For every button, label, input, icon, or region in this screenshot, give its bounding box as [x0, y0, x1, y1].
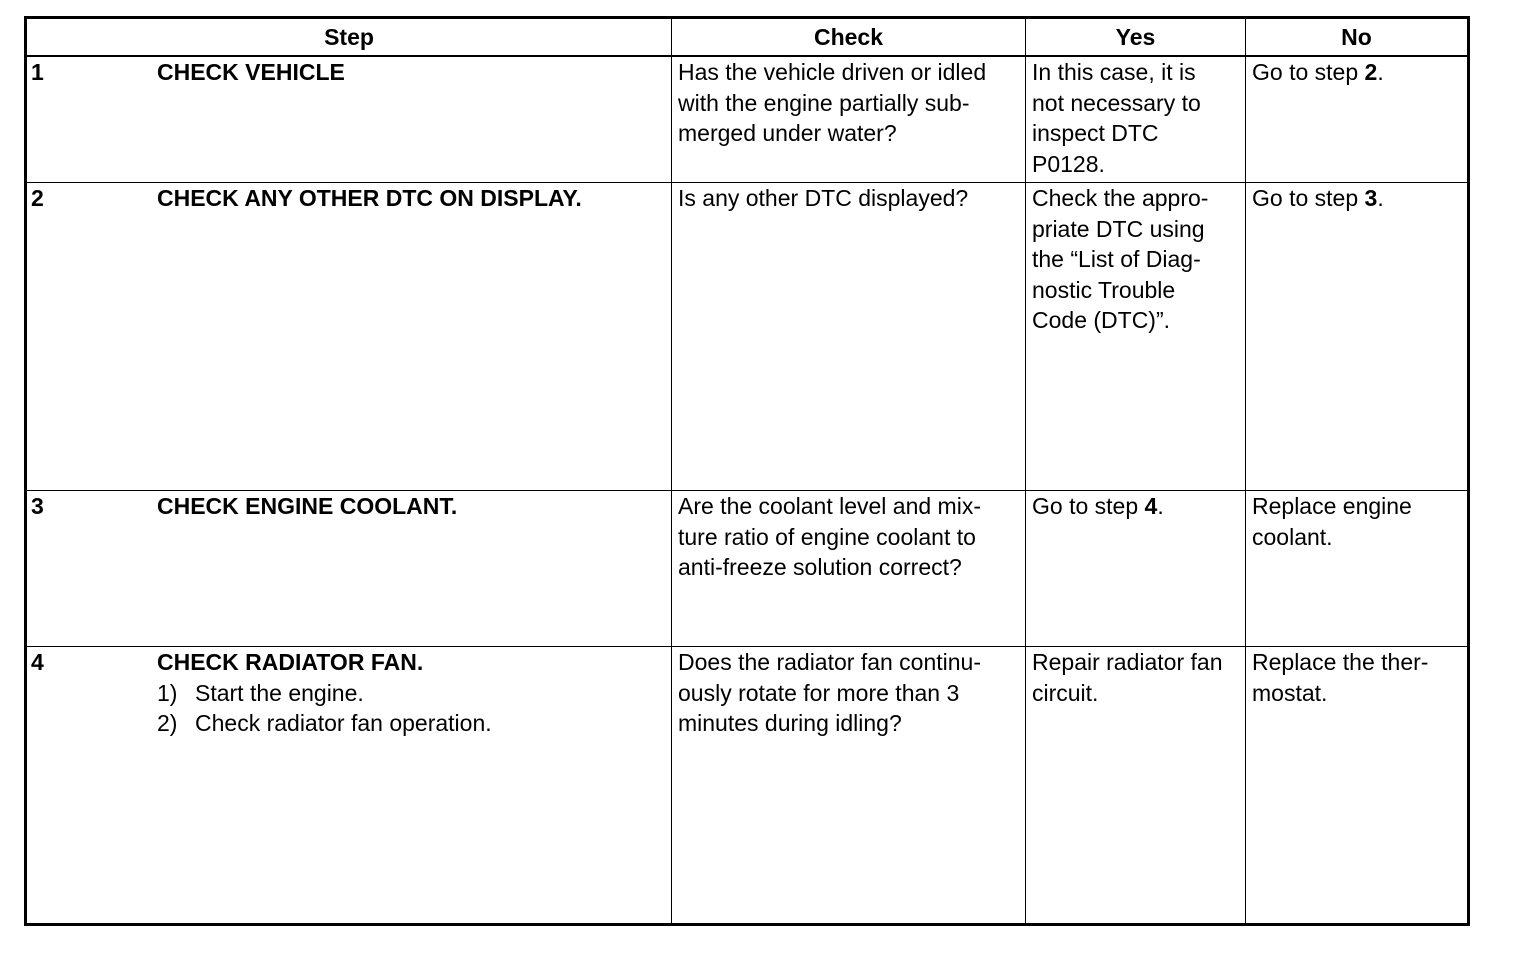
yes-cell [1026, 56, 1246, 183]
header-check: Check [672, 18, 1026, 57]
table-row [26, 183, 1469, 491]
step-ref: 2 [1364, 59, 1378, 85]
table-header-row [26, 18, 1469, 57]
yes-line: In this case, it is [1032, 59, 1196, 85]
step-number: 4 [31, 649, 44, 675]
no-text-end: . [1377, 59, 1384, 85]
yes-line: Code (DTC)”. [1032, 307, 1171, 333]
step-number: 1 [31, 59, 44, 85]
yes-line: nostic Trouble [1032, 276, 1176, 303]
check-line: Does the radiator fan continu- [678, 649, 982, 675]
step-number: 3 [31, 493, 44, 519]
yes-line: the “List of Diag- [1032, 246, 1201, 272]
check-line: merged under water? [678, 120, 897, 146]
yes-line: circuit. [1032, 679, 1099, 706]
check-line: minutes during idling? [678, 710, 902, 736]
no-cell [1246, 183, 1469, 491]
check-line: Are the coolant level and mix- [678, 493, 981, 519]
step-title: CHECK RADIATOR FAN. [157, 649, 424, 675]
step-title: CHECK VEHICLE [157, 59, 345, 85]
no-cell [1246, 491, 1469, 647]
no-text: Go to step [1252, 185, 1365, 211]
substep-number: 2) [157, 710, 178, 736]
yes-line: P0128. [1032, 150, 1105, 177]
yes-line: inspect DTC [1032, 120, 1159, 146]
check-cell [672, 56, 1026, 183]
no-line: coolant. [1252, 523, 1333, 550]
yes-line: not necessary to [1032, 89, 1201, 116]
yes-line [1032, 491, 1239, 522]
yes-line: Repair radiator fan [1032, 649, 1223, 675]
check-line: Has the vehicle driven or idled [678, 59, 987, 85]
substep [157, 708, 665, 739]
step-cell [26, 183, 672, 491]
step-ref: 4 [1144, 493, 1158, 519]
table-row [26, 647, 1469, 925]
step-ref: 3 [1364, 185, 1378, 211]
no-line: mostat. [1252, 679, 1328, 706]
no-line: Replace engine [1252, 493, 1412, 519]
check-line: anti-freeze solution correct? [678, 554, 962, 580]
substep-text: Check radiator fan operation. [195, 710, 492, 736]
step-cell [26, 56, 672, 183]
step-number: 2 [31, 185, 44, 211]
check-cell [672, 183, 1026, 491]
no-line [1252, 57, 1461, 88]
step-title: CHECK ENGINE COOLANT. [157, 493, 458, 519]
table-row [26, 56, 1469, 183]
no-cell [1246, 647, 1469, 925]
yes-line: Check the appro- [1032, 185, 1209, 211]
diagnostic-table [24, 16, 1470, 926]
step-cell [26, 647, 672, 925]
yes-text-end: . [1157, 493, 1164, 519]
check-cell [672, 647, 1026, 925]
check-line: ture ratio of engine coolant to [678, 523, 976, 550]
no-line [1252, 183, 1461, 214]
substep-number: 1) [157, 679, 178, 706]
yes-cell [1026, 183, 1246, 491]
yes-cell [1026, 491, 1246, 647]
no-text-end: . [1377, 185, 1384, 211]
check-line: ously rotate for more than 3 [678, 679, 960, 706]
check-cell [672, 491, 1026, 647]
substep-text: Start the engine. [195, 679, 364, 706]
yes-line: priate DTC using [1032, 215, 1205, 242]
no-text: Go to step [1252, 59, 1365, 85]
step-title: CHECK ANY OTHER DTC ON DISPLAY. [157, 185, 582, 211]
yes-cell [1026, 647, 1246, 925]
header-no: No [1246, 18, 1469, 57]
step-cell [26, 491, 672, 647]
header-yes: Yes [1026, 18, 1246, 57]
no-line: Replace the ther- [1252, 649, 1429, 675]
table-row [26, 491, 1469, 647]
no-cell [1246, 56, 1469, 183]
check-line: Is any other DTC displayed? [678, 185, 969, 211]
yes-text: Go to step [1032, 493, 1145, 519]
header-step: Step [26, 18, 672, 57]
substep [157, 678, 665, 709]
check-line: with the engine partially sub- [678, 89, 970, 116]
